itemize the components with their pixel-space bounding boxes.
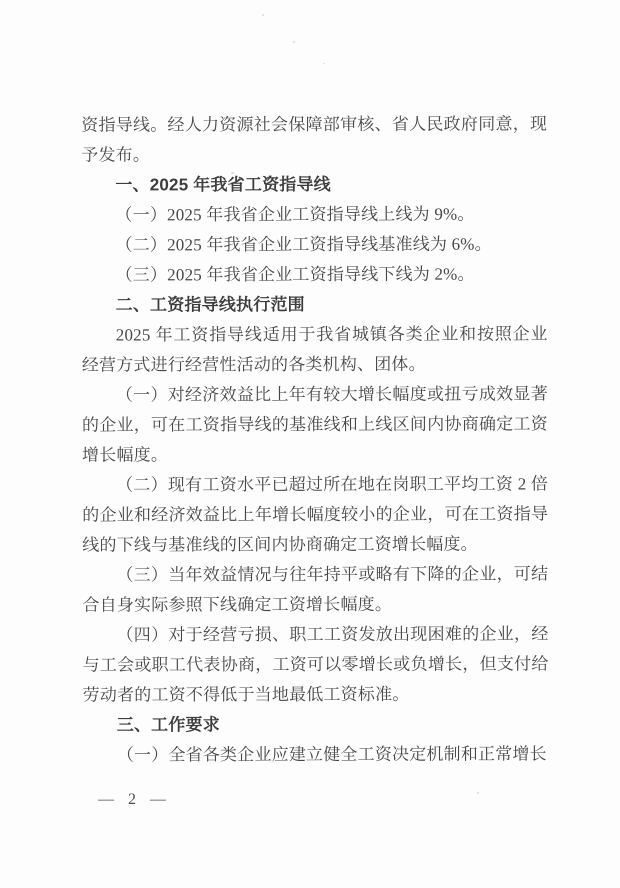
- scan-speckle: [323, 63, 325, 64]
- section-heading: 三、工作要求: [116, 715, 220, 735]
- scan-speckle: [293, 41, 295, 43]
- paragraph: （二）2025 年我省企业工资指导线基准线为 6%。: [115, 234, 492, 255]
- document-body: [81, 109, 549, 770]
- paragraph: （一）2025 年我省企业工资指导线上线为 9%。: [115, 204, 475, 225]
- scan-speckle: [231, 172, 234, 174]
- paragraph: （四）对于经营亏损、职工工资发放出现困难的企业，经与工会或职工代表协商，工资可以零增长或负增长，但支付给劳动者的工资不得低于当地最低工资标准。: [82, 624, 549, 705]
- page-number: — 2 —: [98, 791, 171, 808]
- paragraph: 2025 年工资指导线适用于我省城镇各类企业和按照企业经营方式进行经营性活动的各类机构、团体。: [81, 324, 548, 375]
- paragraph: 资指导线。经人力资源社会保障部审核、省人民政府同意，现予发布。: [81, 114, 548, 165]
- section-heading: 一、2025 年我省工资指导线: [115, 174, 331, 195]
- paragraph: （一）对经济效益比上年有较大增长幅度或扭亏成效显著的企业，可在工资指导线的基准线和上线区间内协商确定工资增长幅度。: [81, 384, 548, 465]
- paragraph: （一）全省各类企业应建立健全工资决定机制和正常增长: [116, 744, 547, 765]
- scan-speckle: [477, 792, 479, 794]
- scan-speckle: [262, 14, 264, 16]
- paragraph: （三）当年效益情况与往年持平或略有下降的企业，可结合自身实际参照下线确定工资增长幅度。: [82, 564, 549, 615]
- paragraph: （二）现有工资水平已超过所在地在岗职工平均工资 2 倍的企业和经济效益比上年增长幅度较小的企业，可在工资指导线的下线与基准线的区间内协商确定工资增长幅度。: [82, 474, 549, 555]
- paragraph: （三）2025 年我省企业工资指导线下线为 2%。: [115, 264, 475, 285]
- section-heading: 二、工资指导线执行范围: [115, 295, 305, 315]
